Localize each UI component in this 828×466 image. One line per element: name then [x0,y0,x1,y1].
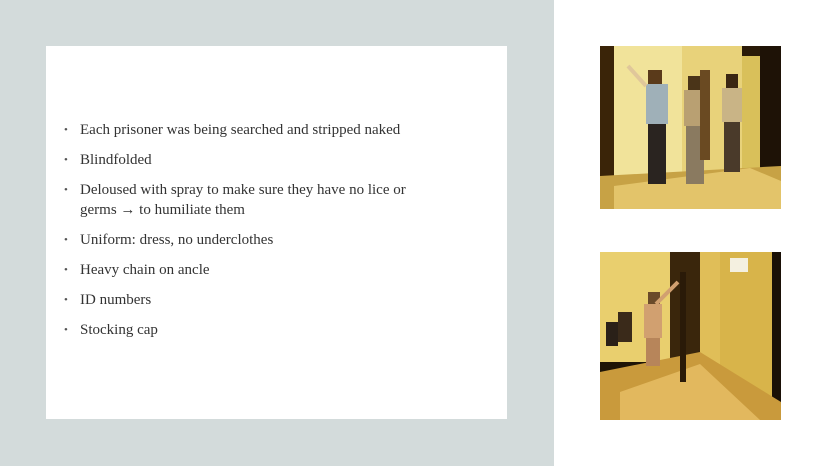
bullet-item [64,320,424,340]
bullet-item [64,150,424,170]
bullet-item [64,120,424,140]
photo-hallway-search-image [600,46,781,209]
bullet-text: Heavy chain on ancle [80,262,210,278]
bullet-text: Each prisoner was being searched and stripped naked [80,122,401,138]
bullet-text: Stocking cap [80,322,158,338]
bullet-text: ID numbers [80,292,152,308]
bullet-item [64,230,424,250]
bullet-dot: • [64,184,68,196]
photo-hallway-wall-image [600,252,781,420]
bullet-dot: • [64,264,68,276]
bullet-text: Deloused with spray to make sure they have no lice or germs → to humiliate them [80,182,406,218]
bullet-dot: • [64,324,68,336]
bullet-text: Uniform: dress, no underclothes [80,232,274,248]
bullet-text: Blindfolded [80,152,152,168]
bullet-item [64,260,424,280]
photo-hallway-search [600,46,781,209]
photo-hallway-wall [600,252,781,420]
bullet-dot: • [64,234,68,246]
bullet-item [64,180,424,220]
bullet-list [64,120,424,350]
bullet-item [64,290,424,310]
bullet-dot: • [64,154,68,166]
bullet-dot: • [64,124,68,136]
bullet-dot: • [64,294,68,306]
